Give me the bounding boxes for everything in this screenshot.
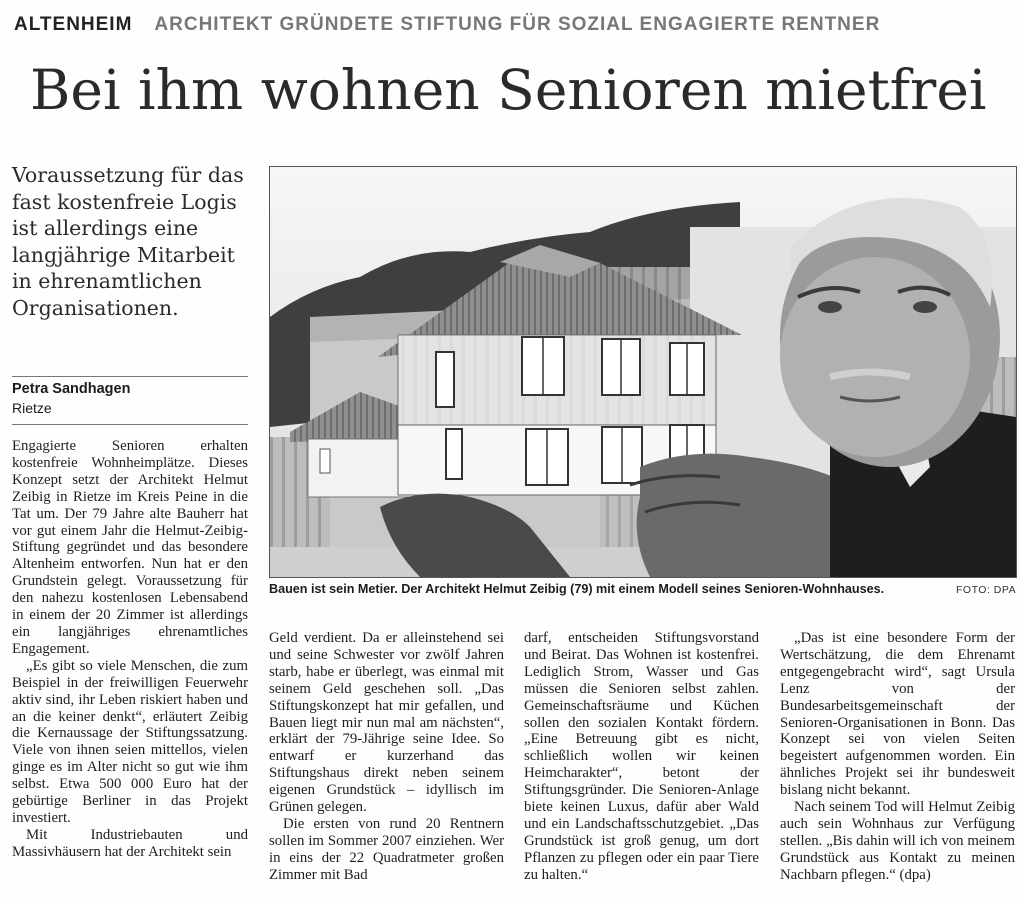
kicker-line [14,14,880,36]
lead-paragraph: Voraussetzung für das fast kostenfreie Logis ist allerdings eine langjährige Mitarbeit in ehrenamtlichen Organisationen. [12,163,244,320]
byline-place: Rietze [12,400,52,416]
paragraph: „Es gibt so viele Menschen, die zum Beispiel in der freiwilligen Feuerwehr aktiv sind, ihr Leben riskiert haben und an die keiner denkt“, erläutert Zeibig die Kernaussage der Stiftungssatzung. Viele von ihnen seien mittellos, vielen ginge es im Alter nicht so gut wie ihm selbst. Etwa 500 000 Euro hat der gebürtige Berliner in das Projekt investiert. [12,657,248,826]
photo-credit: FOTO: DPA [956,584,1017,596]
byline-author: Petra Sandhagen [12,381,131,397]
topline: ARCHITEKT GRÜNDETE STIFTUNG FÜR SOZIAL ENGAGIERTE RENTNER [154,14,881,35]
text-column-4 [780,630,1015,884]
paragraph: Geld verdient. Da er alleinstehend sei und seine Schwester vor zwölf Jahren starb, habe er überlegt, was einmal mit seinem Geld geschehen soll. „Das Stiftungskonzept hat mir gefallen, und Bauen liegt mir nun mal am nächsten“, erklärt der 79-Jährige seine Idee. So entwarf er kurzerhand das Stiftungshaus direkt neben seinem eigenen Grundstück – idyllisch im Grünen gelegen. [269,630,504,816]
paragraph: Die ersten von rund 20 Rentnern sollen im Sommer 2007 einziehen. Wer in eins der 22 Quadratmeter großen Zimmer mit Bad [269,815,504,883]
text-column-2 [269,630,504,884]
paragraph: „Das ist eine besondere Form der Wertschätzung, die dem Ehrenamt entgegengebracht wird“, sagt Ursula Lenz von der Bundesarbeitsgemeinschaft der Senioren-Organisationen in Bonn. Das Konzept sei von vielen Seiten begeistert aufgenommen worden. Ein ähnliches Projekt sei ihr bundesweit bislang nicht bekannt. [780,630,1015,799]
byline-rule-top [12,376,248,377]
paragraph: darf, entscheiden Stiftungsvorstand und Beirat. Das Wohnen ist kostenfrei. Lediglich Strom, Wasser und Gas müssen die Senioren selbst zahlen. Gemeinschaftsräume und Küchen sollen den sozialen Kontakt fördern. „Eine Betreuung gibt es nicht, schließlich wollen wir keinen Heimcharakter“, betont der Stiftungsgründer. Die Senioren-Anlage biete keinen Luxus, dafür aber Wald und ein Landschaftsschutzgebiet. „Das Grundstück ist groß genug, um dort Pflanzen zu pflegen oder ein paar Tiere zu halten.“ [524,630,759,883]
text-column-1 [12,438,248,861]
rubric-label: ALTENHEIM [14,14,133,35]
paragraph: Engagierte Senioren erhalten kostenfreie Wohnheimplätze. Dieses Konzept setzt der Architekt Helmut Zeibig in Rietze im Kreis Peine in die Tat um. Der 79 Jahre alte Bauherr hat vor gut einem Jahr die Helmut-Zeibig-Stiftung gegründet und das besondere Altenheim entworfen. Nun hat er den Grundstein gelegt. Voraussetzung für den nahezu kostenlosen Lebensabend in einem der 20 Zimmer ist allerdings ein langjähriges ehrenamtliches Engagement. [12,438,248,657]
headline: Bei ihm wohnen Senioren mietfrei [30,58,987,122]
paragraph: Nach seinem Tod will Helmut Zeibig auch sein Wohnhaus zur Verfügung stellen. „Bis dahin will ich von meinem Grundstück aus Kontakt zu meinen Nachbarn pflegen.“ (dpa) [780,799,1015,883]
paragraph: Mit Industriebauten und Massivhäusern hat der Architekt sein [12,826,248,860]
byline-rule-bottom [12,424,248,425]
text-column-3 [524,630,759,884]
article-photo [269,166,1017,578]
photo-illustration [270,167,1016,577]
photo-caption: Bauen ist sein Metier. Der Architekt Helmut Zeibig (79) mit einem Modell seines Senioren-Wohnhauses. [269,582,885,596]
